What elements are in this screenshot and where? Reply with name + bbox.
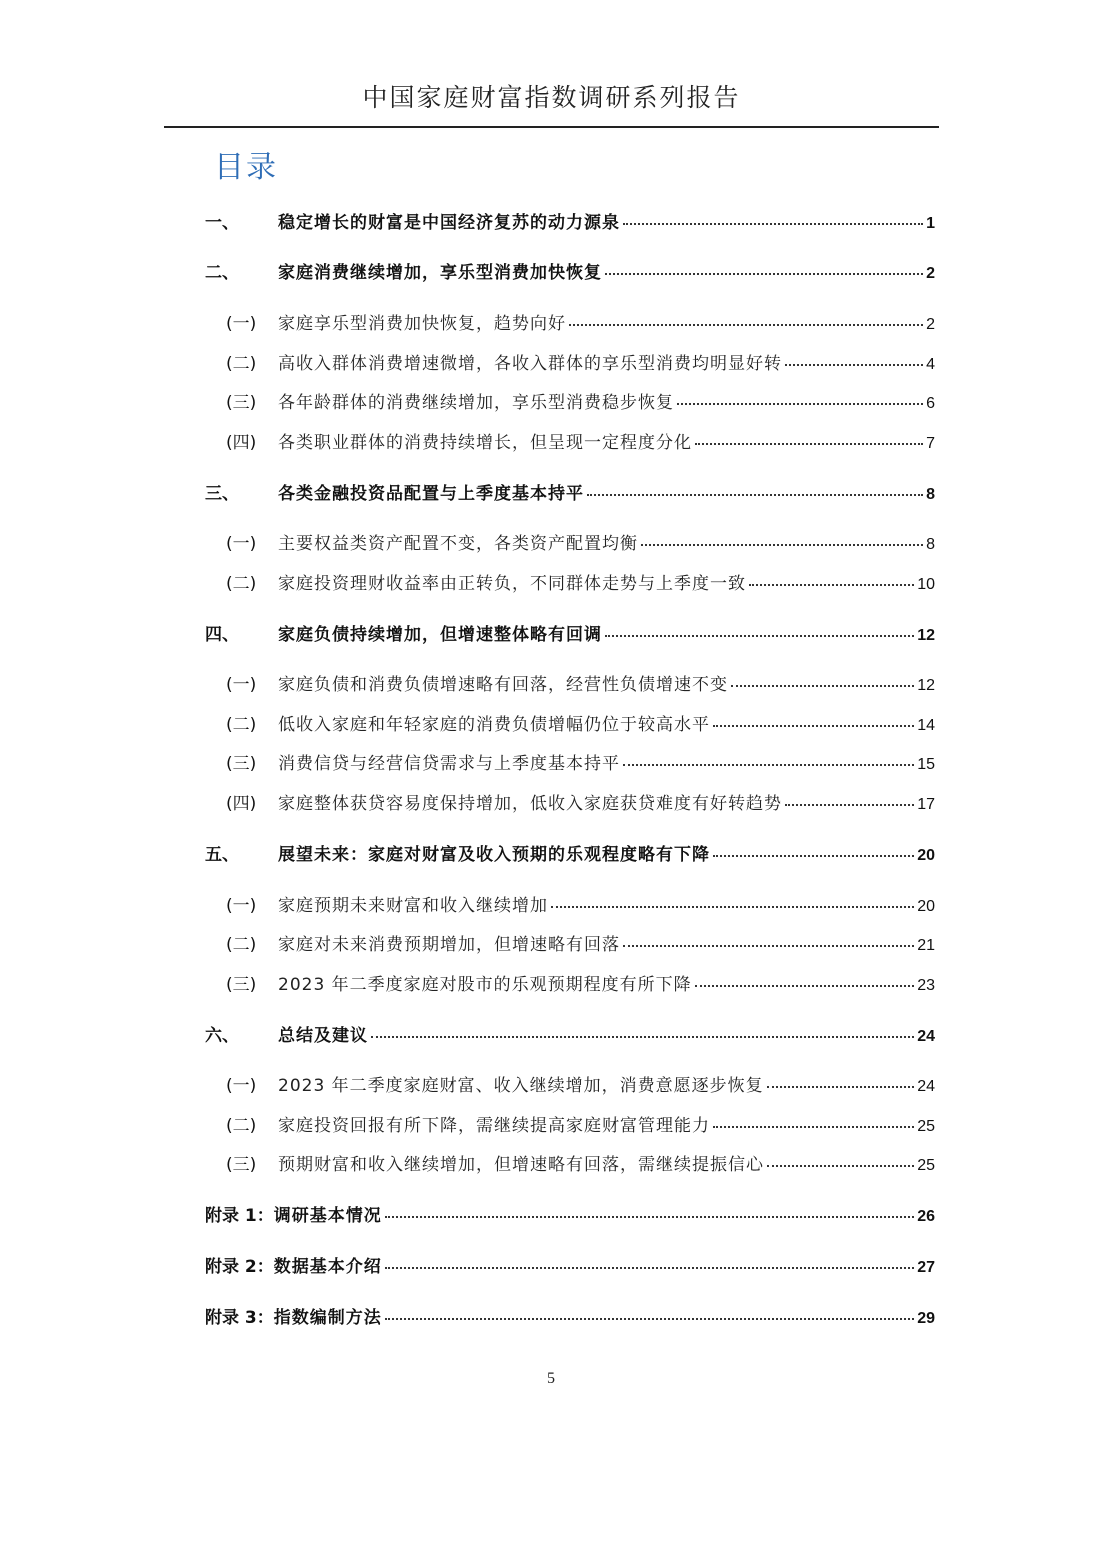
toc-dot-leader (385, 1267, 914, 1269)
toc-entry-label: 家庭消费继续增加，享乐型消费加快恢复 (278, 263, 602, 283)
toc-entry-number: (二) (226, 354, 257, 374)
toc-entry-label: 家庭负债和消费负债增速略有回落，经营性负债增速不变 (278, 675, 728, 695)
toc-dot-leader (713, 1126, 914, 1128)
toc-entry-subsection[interactable] (226, 572, 935, 596)
toc-entry-page: 4 (926, 356, 935, 373)
toc-entry-number: 三、 (205, 484, 239, 504)
toc-entry-subsection[interactable] (226, 713, 935, 737)
toc-entry-page: 12 (917, 677, 935, 694)
toc-entry-page: 20 (917, 847, 935, 864)
toc-entry-number: 五、 (205, 845, 239, 865)
toc-entry-label: 家庭负债持续增加，但增速整体略有回调 (278, 625, 602, 645)
toc-entry-label: 家庭享乐型消费加快恢复，趋势向好 (278, 314, 566, 334)
toc-entry-number: (一) (226, 1076, 257, 1096)
toc-entry-page: 2 (926, 265, 935, 282)
toc-entry-page: 15 (917, 756, 935, 773)
toc-dot-leader (695, 985, 915, 987)
toc-entry-label: 各年龄群体的消费继续增加，享乐型消费稳步恢复 (278, 393, 674, 413)
toc-entry-label: 预期财富和收入继续增加，但增速略有回落，需继续提振信心 (278, 1155, 764, 1175)
toc-entry-subsection[interactable] (226, 673, 935, 697)
toc-entry-subsection[interactable] (226, 391, 935, 415)
toc-entry-number: 附录 3： (205, 1308, 274, 1328)
toc-dot-leader (623, 945, 914, 947)
toc-dot-leader (385, 1318, 914, 1320)
toc-entry-label: 2023 年二季度家庭财富、收入继续增加，消费意愿逐步恢复 (278, 1076, 764, 1096)
toc-dot-leader (713, 725, 914, 727)
toc-entry-number: 二、 (205, 263, 239, 283)
toc-entry-section[interactable] (205, 211, 935, 235)
toc-dot-leader (385, 1216, 914, 1218)
toc-entry-page: 26 (917, 1208, 935, 1225)
toc-entry-number: (二) (226, 574, 257, 594)
toc-entry-label: 家庭投资理财收益率由正转负，不同群体走势与上季度一致 (278, 574, 746, 594)
toc-entry-subsection[interactable] (226, 431, 935, 455)
toc-entry-number: (三) (226, 975, 257, 995)
page-number: 5 (547, 1370, 555, 1387)
toc-entry-page: 1 (926, 215, 935, 232)
toc-entry-label: 家庭投资回报有所下降，需继续提高家庭财富管理能力 (278, 1116, 710, 1136)
toc-dot-leader (785, 364, 923, 366)
toc-entry-label: 家庭对未来消费预期增加，但增速略有回落 (278, 935, 620, 955)
toc-entry-page: 8 (926, 536, 935, 553)
toc-entry-page: 7 (926, 435, 935, 452)
running-header: 中国家庭财富指数调研系列报告 (362, 83, 741, 112)
header-rule (164, 126, 939, 128)
toc-entry-number: (二) (226, 715, 257, 735)
toc-entry-label: 指数编制方法 (273, 1308, 382, 1328)
toc-entry-section[interactable] (205, 1306, 935, 1330)
toc-entry-subsection[interactable] (226, 1074, 935, 1098)
toc-entry-section[interactable] (205, 1255, 935, 1279)
toc-entry-page: 6 (926, 395, 935, 412)
toc-entry-label: 数据基本介绍 (273, 1257, 382, 1277)
toc-entry-page: 25 (917, 1118, 935, 1135)
toc-entry-page: 24 (917, 1078, 935, 1095)
toc-entry-subsection[interactable] (226, 752, 935, 776)
toc-title: 目录 (214, 150, 278, 185)
toc-entry-subsection[interactable] (226, 792, 935, 816)
toc-entry-number: (三) (226, 393, 257, 413)
toc-entry-number: (四) (226, 794, 257, 814)
toc-entry-number: 附录 2： (205, 1257, 274, 1277)
toc-entry-number: (三) (226, 754, 257, 774)
toc-entry-page: 20 (917, 898, 935, 915)
toc-dot-leader (677, 403, 923, 405)
toc-dot-leader (587, 494, 923, 496)
toc-entry-label: 展望未来：家庭对财富及收入预期的乐观程度略有下降 (278, 845, 710, 865)
toc-entry-page: 14 (917, 717, 935, 734)
toc-entry-number: (三) (226, 1155, 257, 1175)
toc-entry-label: 稳定增长的财富是中国经济复苏的动力源泉 (278, 213, 620, 233)
toc-dot-leader (695, 443, 923, 445)
toc-entry-number: (一) (226, 675, 257, 695)
toc-entry-subsection[interactable] (226, 532, 935, 556)
toc-dot-leader (569, 324, 923, 326)
toc-entry-page: 25 (917, 1157, 935, 1174)
toc-entry-section[interactable] (205, 482, 935, 506)
toc-dot-leader (623, 764, 914, 766)
toc-entry-label: 各类职业群体的消费持续增长，但呈现一定程度分化 (278, 433, 692, 453)
toc-entry-label: 主要权益类资产配置不变，各类资产配置均衡 (278, 534, 638, 554)
toc-entry-section[interactable] (205, 623, 935, 647)
toc-entry-label: 高收入群体消费增速微增，各收入群体的享乐型消费均明显好转 (278, 354, 782, 374)
toc-entry-subsection[interactable] (226, 312, 935, 336)
toc-entry-label: 2023 年二季度家庭对股市的乐观预期程度有所下降 (278, 975, 692, 995)
toc-entry-number: 六、 (205, 1026, 239, 1046)
toc-entry-number: (一) (226, 896, 257, 916)
toc-dot-leader (731, 685, 914, 687)
toc-entry-section[interactable] (205, 843, 935, 867)
toc-entry-subsection[interactable] (226, 352, 935, 376)
toc-entry-number: (四) (226, 433, 257, 453)
toc-entry-number: 附录 1： (205, 1206, 274, 1226)
toc-entry-subsection[interactable] (226, 1153, 935, 1177)
toc-entry-page: 21 (917, 937, 935, 954)
toc-entry-section[interactable] (205, 261, 935, 285)
toc-entry-page: 23 (917, 977, 935, 994)
toc-entry-page: 24 (917, 1028, 935, 1045)
toc-entry-number: (一) (226, 534, 257, 554)
toc-entry-label: 家庭预期未来财富和收入继续增加 (278, 896, 548, 916)
toc-entry-page: 12 (917, 627, 935, 644)
toc-entry-number: 一、 (205, 213, 239, 233)
toc-entry-page: 2 (926, 316, 935, 333)
toc-entry-label: 总结及建议 (278, 1026, 368, 1046)
toc-dot-leader (605, 273, 923, 275)
toc-entry-subsection[interactable] (226, 894, 935, 918)
toc-entry-label: 消费信贷与经营信贷需求与上季度基本持平 (278, 754, 620, 774)
toc-entry-label: 调研基本情况 (273, 1206, 382, 1226)
toc-entry-subsection[interactable] (226, 1114, 935, 1138)
toc-entry-page: 8 (926, 486, 935, 503)
toc-dot-leader (767, 1086, 915, 1088)
toc-entry-number: (二) (226, 935, 257, 955)
toc-dot-leader (785, 804, 914, 806)
toc-entry-subsection[interactable] (226, 973, 935, 997)
toc-entry-page: 27 (917, 1259, 935, 1276)
toc-entry-number: 四、 (205, 625, 239, 645)
toc-entry-label: 各类金融投资品配置与上季度基本持平 (278, 484, 584, 504)
toc-entry-section[interactable] (205, 1024, 935, 1048)
toc-dot-leader (605, 635, 914, 637)
toc-dot-leader (641, 544, 923, 546)
toc-dot-leader (749, 584, 914, 586)
toc-dot-leader (767, 1165, 914, 1167)
toc-entry-subsection[interactable] (226, 933, 935, 957)
toc-entry-page: 10 (917, 576, 935, 593)
toc-entry-page: 29 (917, 1310, 935, 1327)
toc-entry-number: (二) (226, 1116, 257, 1136)
toc-entry-number: (一) (226, 314, 257, 334)
toc-entry-label: 家庭整体获贷容易度保持增加，低收入家庭获贷难度有好转趋势 (278, 794, 782, 814)
toc-entry-section[interactable] (205, 1204, 935, 1228)
toc-dot-leader (551, 906, 914, 908)
toc-entry-page: 17 (917, 796, 935, 813)
toc-dot-leader (713, 855, 914, 857)
toc-dot-leader (623, 223, 923, 225)
toc-entry-label: 低收入家庭和年轻家庭的消费负债增幅仍位于较高水平 (278, 715, 710, 735)
toc-dot-leader (371, 1036, 914, 1038)
